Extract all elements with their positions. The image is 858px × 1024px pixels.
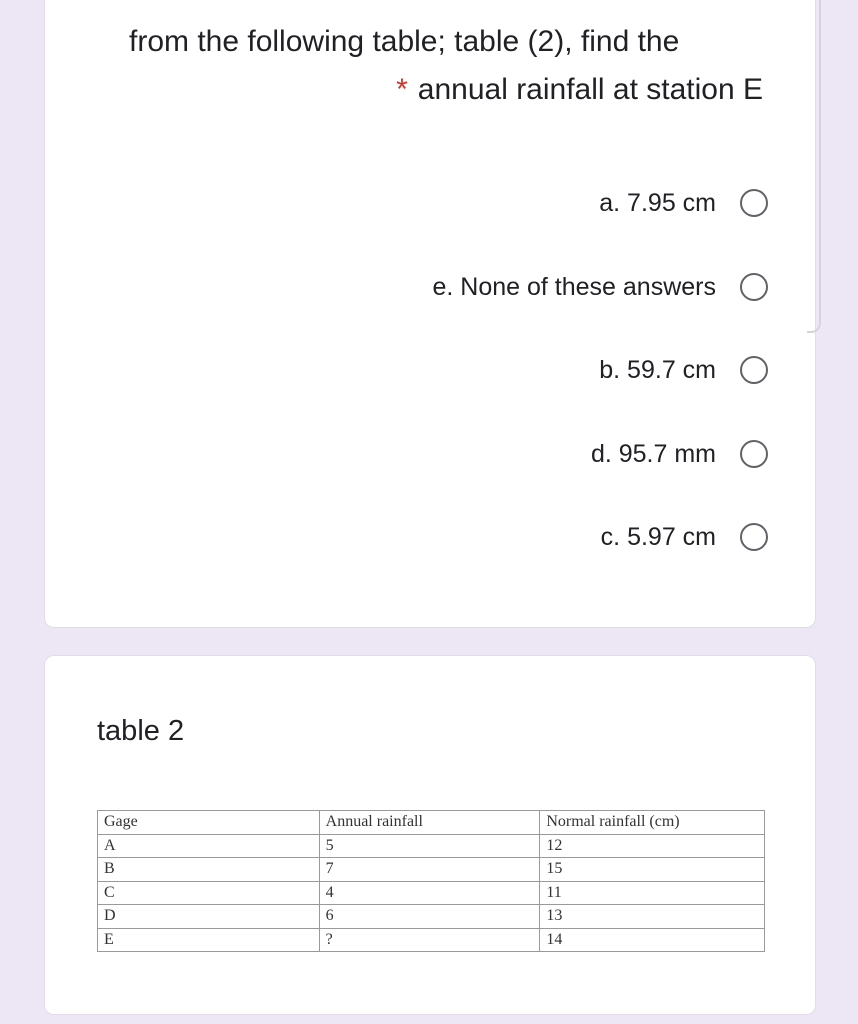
header-normal-rainfall: Normal rainfall (cm) [540,811,765,835]
radio-button-icon[interactable] [740,440,768,468]
cell-gage: C [98,881,320,905]
radio-button-icon[interactable] [740,523,768,551]
radio-button-icon[interactable] [740,189,768,217]
table-row [98,881,765,905]
option-label: a. 7.95 cm [599,188,716,217]
cell-annual: 5 [319,834,540,858]
question-card [44,0,816,628]
cell-annual: ? [319,928,540,952]
option-a[interactable] [599,183,768,223]
option-label: c. 5.97 cm [600,522,716,551]
header-gage: Gage [98,811,320,835]
cell-normal: 12 [540,834,765,858]
cell-normal: 14 [540,928,765,952]
option-c[interactable] [601,517,768,557]
question-title-line1: from the following table; table (2), find the [129,25,680,58]
option-d[interactable] [591,434,768,474]
cell-annual: 7 [319,858,540,882]
cell-normal: 11 [540,881,765,905]
cell-annual: 4 [319,881,540,905]
cell-gage: E [98,928,320,952]
option-e[interactable] [433,267,769,307]
option-label: b. 59.7 cm [599,355,716,384]
option-label: d. 95.7 mm [590,439,716,468]
table-row [98,834,765,858]
scroll-edge [807,0,821,333]
required-asterisk: * [396,73,408,106]
cell-gage: D [98,905,320,929]
table-row [98,928,765,952]
question-title-line2 [396,75,763,105]
table-row [98,858,765,882]
table-row [98,905,765,929]
cell-normal: 13 [540,905,765,929]
option-label: e. None of these answers [432,272,716,301]
header-annual-rainfall: Annual rainfall [319,811,540,835]
table-title: table 2 [97,715,185,747]
rainfall-table [97,810,765,952]
cell-gage: B [98,858,320,882]
table-card [44,655,816,1015]
table-header-row [98,811,765,835]
radio-button-icon[interactable] [740,356,768,384]
cell-normal: 15 [540,858,765,882]
option-b[interactable] [599,350,768,390]
question-title-text: annual rainfall at station E [417,73,763,106]
cell-annual: 6 [319,905,540,929]
radio-button-icon[interactable] [740,273,768,301]
cell-gage: A [98,834,320,858]
